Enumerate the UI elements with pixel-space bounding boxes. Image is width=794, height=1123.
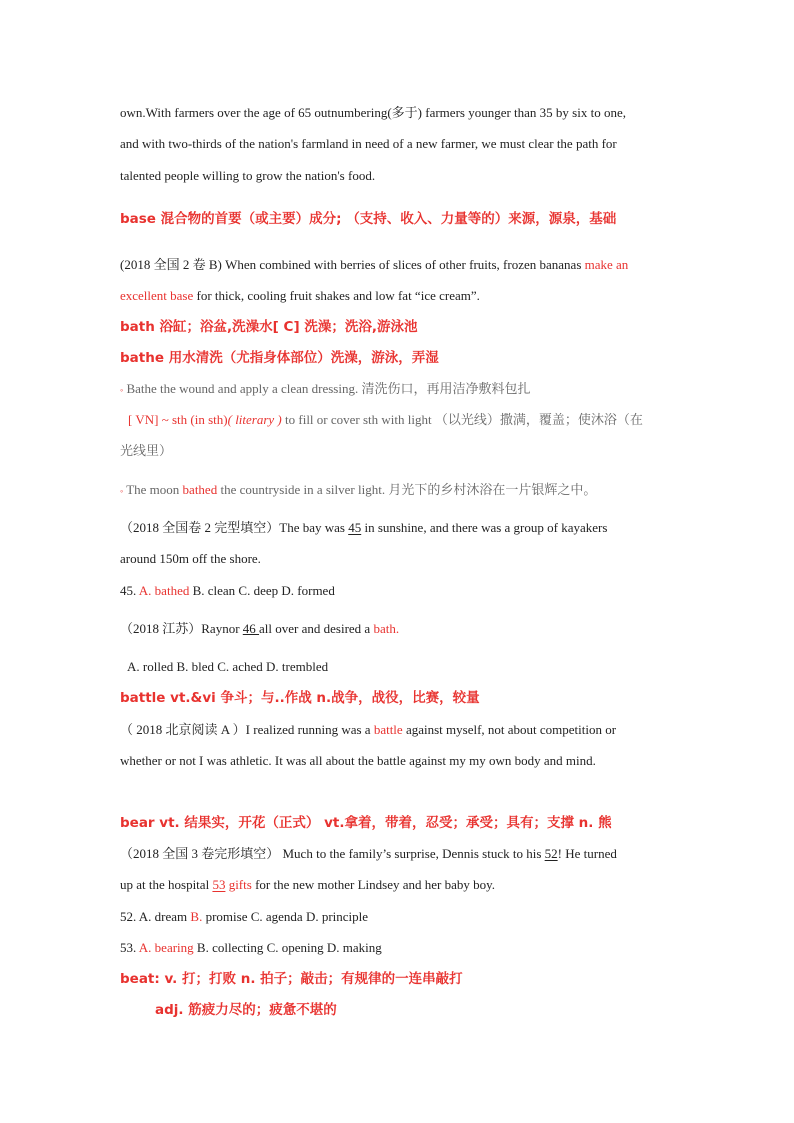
bear-options-53 [120,939,382,957]
bathe-example-1 [120,380,530,399]
intro-line-2: and with two-thirds of the nation's farmland in need of a new farmer, we must clear the path for [120,136,617,151]
entry-base-heading: base 混合物的首要（或主要）成分; （支持、收入、力量等的）来源，源泉，基础 [120,211,617,227]
bathe-definition-cont: 光线里） [120,443,173,458]
question-highlight: bath. [373,621,400,636]
answer-blank: 45 [348,520,362,535]
bathe-question-1-cont: around 150m off the shore. [120,551,261,566]
answer-blank: 52 [544,846,558,861]
entry-bathe-heading: bathe 用水清洗（尤指身体部位）洗澡，游泳，弄湿 [120,350,439,366]
option-text: B. collecting C. opening D. making [193,940,382,955]
bullet-icon: ◦ [120,385,124,396]
battle-highlight: battle [373,722,403,737]
bear-question-line-2 [120,876,495,894]
question-text: （2018 全国卷 2 完型填空）The bay was [120,520,349,535]
question-text: （2018 江苏）Raynor [120,621,243,636]
option-text: 52. A. dream [120,909,191,924]
base-highlight-2: excellent base [120,288,194,303]
bathe-example-2 [120,481,596,500]
bear-question-line-1 [120,845,617,863]
base-example-line-1 [120,256,628,274]
bathe-question-2-options: A. rolled B. bled C. ached D. trembled [127,659,329,674]
bathe-example-1-text: Bathe the wound and apply a clean dressing. 清洗伤口，再用洁净敷料包扎 [126,381,531,396]
battle-example-post: against myself, not about competition or [402,722,617,737]
base-example-line-2 [120,287,480,305]
base-example-text-2: for thick, cooling fruit shakes and low fat “ice cream”. [193,288,480,303]
base-highlight-1: make an [584,257,629,272]
question-number: 53. [120,940,139,955]
bathe-question-1 [120,519,607,537]
question-text: all over and desired a [259,621,374,636]
correct-option: A. bearing [138,940,194,955]
correct-option: B. [190,909,206,924]
intro-line-3: talented people willing to grow the nation's food. [120,168,376,183]
base-example-text: (2018 全国 2 卷 B) When combined with berries of slices of other fruits, frozen bananas [120,257,585,272]
question-text: for the new mother Lindsey and her baby boy. [251,877,496,892]
bathe-example-2-highlight: bathed [182,482,218,497]
question-highlight: gifts [225,877,252,892]
bathe-definition [128,411,643,429]
entry-battle-heading: battle vt.&vi 争斗；与..作战 n.战争，战役，比赛，较量 [120,690,480,706]
intro-line-1: own.With farmers over the age of 65 outnumbering(多于) farmers younger than 35 by six to one, [120,105,626,120]
battle-example-pre: （ 2018 北京阅读 A ）I realized running was a [120,722,374,737]
bathe-example-2-post: the countryside in a silver light. 月光下的乡村沐浴在一片银辉之中。 [217,482,597,497]
bullet-icon: ◦ [120,486,124,497]
bear-options-52 [120,908,368,926]
entry-beat-heading: beat: v. 打；打败 n. 拍子；敲击；有规律的一连串敲打 [120,971,463,987]
question-number: 45. [120,583,139,598]
bathe-question-1-options [120,582,335,600]
question-text: ! He turned [557,846,617,861]
question-text: up at the hospital [120,877,213,892]
bathe-example-2-pre: The moon [126,482,183,497]
question-text: （2018 全国 3 卷完形填空） Much to the family’s surprise, Dennis stuck to his [120,846,545,861]
correct-option: A. bathed [138,583,190,598]
entry-bear-heading: bear vt. 结果实，开花（正式） vt.拿着，带着，忍受；承受；具有；支撑 n. 熊 [120,815,612,831]
bathe-definition-text: to fill or cover sth with light （以光线）撒满，覆盖；使沐浴（在 [281,412,643,427]
question-text: in sunshine, and there was a group of kayakers [361,520,608,535]
bathe-register: ( literary ) [227,412,282,427]
option-text: promise C. agenda D. principle [205,909,369,924]
bathe-question-2 [120,620,399,638]
other-options: B. clean C. deep D. formed [189,583,335,598]
answer-blank: 46 [242,621,260,636]
battle-example-1 [120,721,616,739]
battle-example-2: whether or not I was athletic. It was all about the battle against my my own body and mind. [120,753,596,768]
answer-blank: 53 [212,877,226,892]
bathe-pattern: [ VN] ~ sth (in sth) [128,412,228,427]
entry-bath-heading: bath 浴缸；浴盆,洗澡水[ C] 洗澡；洗浴,游泳池 [120,319,418,335]
beat-adj-definition: adj. 筋疲力尽的；疲惫不堪的 [155,1002,337,1018]
